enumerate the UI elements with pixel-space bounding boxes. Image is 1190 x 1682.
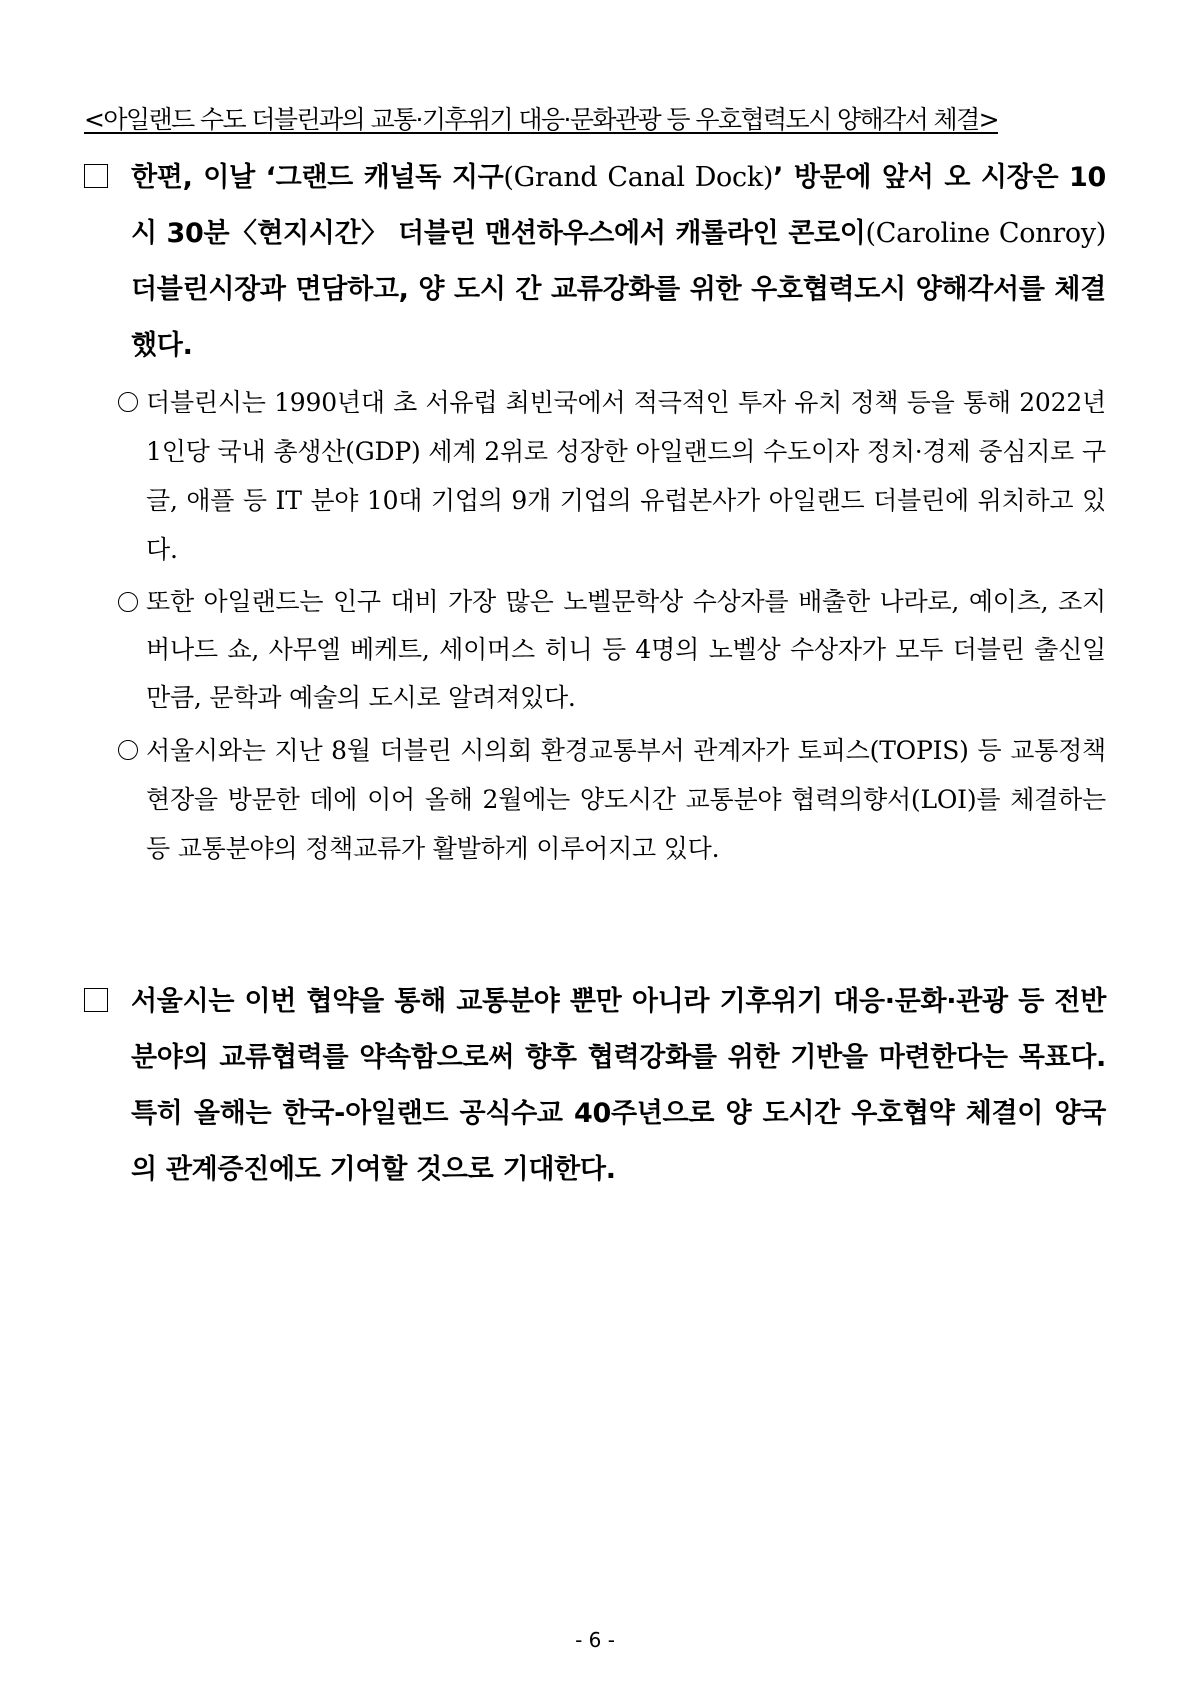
bullet-text: 서울시와는 지난 8월 더블린 시의회 환경교통부서 관계자가 토피스(TOPIS) 등 교통정책 현장을 방문한 데에 이어 올해 2월에는 양도시간 교통분야 협력의향서(LOI)를 체결하는 등 교통분야의 정책교류가 활발하게 이루어지고 있다. bbox=[146, 736, 1106, 863]
section-text bbox=[131, 150, 1106, 374]
checkbox-square-icon bbox=[84, 988, 108, 1012]
section-heading: <아일랜드 수도 더블린과의 교통·기후위기 대응·문화관광 등 우호협력도시 양해각서 체결> bbox=[84, 105, 998, 134]
text-segment: 더블린시장과 면담하고, 양 도시 간 교류강화를 위한 우호협력도시 양해각서를 체결했다. bbox=[131, 274, 1106, 361]
section-seoul bbox=[84, 974, 1106, 1198]
page-number: - 6 - bbox=[575, 1628, 615, 1652]
bullet-item bbox=[118, 726, 1106, 873]
text-segment: ’ 방문에 앞서 오 시장은 10시 30분〈현지시간〉 더블린 맨션하우스에서 캐롤라인 콘로이 bbox=[131, 162, 1106, 249]
bullet-text: 더블린시는 1990년대 초 서유럽 최빈국에서 적극적인 투자 유치 정책 등을 통해 2022년 1인당 국내 총생산(GDP) 세계 2위로 성장한 아일랜드의 수도이자 정치·경제 중심지로 구글, 애플 등 IT 분야 10대 기업의 9개 기업의 유럽본사가 아일랜드 더블린에 위치하고 있다. bbox=[146, 388, 1106, 564]
bullet-circle-icon bbox=[118, 740, 138, 760]
bullet-item bbox=[118, 578, 1106, 722]
section-text: 서울시는 이번 협약을 통해 교통분야 뿐만 아니라 기후위기 대응·문화·관광 등 전반 분야의 교류협력를 약속함으로써 향후 협력강화를 위한 기반을 마련한다는 목표다. 특히 올해는 한국-아일랜드 공식수교 40주년으로 양 도시간 우호협약 체결이 양국의 관계증진에도 기여할 것으로 기대한다. bbox=[131, 986, 1106, 1185]
bullet-item bbox=[118, 378, 1106, 574]
bullet-circle-icon bbox=[118, 592, 138, 612]
text-segment-latin: (Caroline Conroy) bbox=[865, 218, 1107, 249]
bullet-text: 또한 아일랜드는 인구 대비 가장 많은 노벨문학상 수상자를 배출한 나라로, 예이츠, 조지 버나드 쇼, 사무엘 베케트, 세이머스 히니 등 4명의 노벨상 수상자가 모두 더블린 출신일 만큼, 문학과 예술의 도시로 알려져있다. bbox=[146, 587, 1106, 712]
bullet-circle-icon bbox=[118, 392, 138, 412]
text-segment: 한편, 이날 ‘그랜드 캐널독 지구 bbox=[131, 162, 504, 193]
checkbox-square-icon bbox=[84, 164, 108, 188]
text-segment-latin: (Grand Canal Dock) bbox=[503, 162, 774, 193]
section-hanpyeon bbox=[84, 150, 1106, 374]
